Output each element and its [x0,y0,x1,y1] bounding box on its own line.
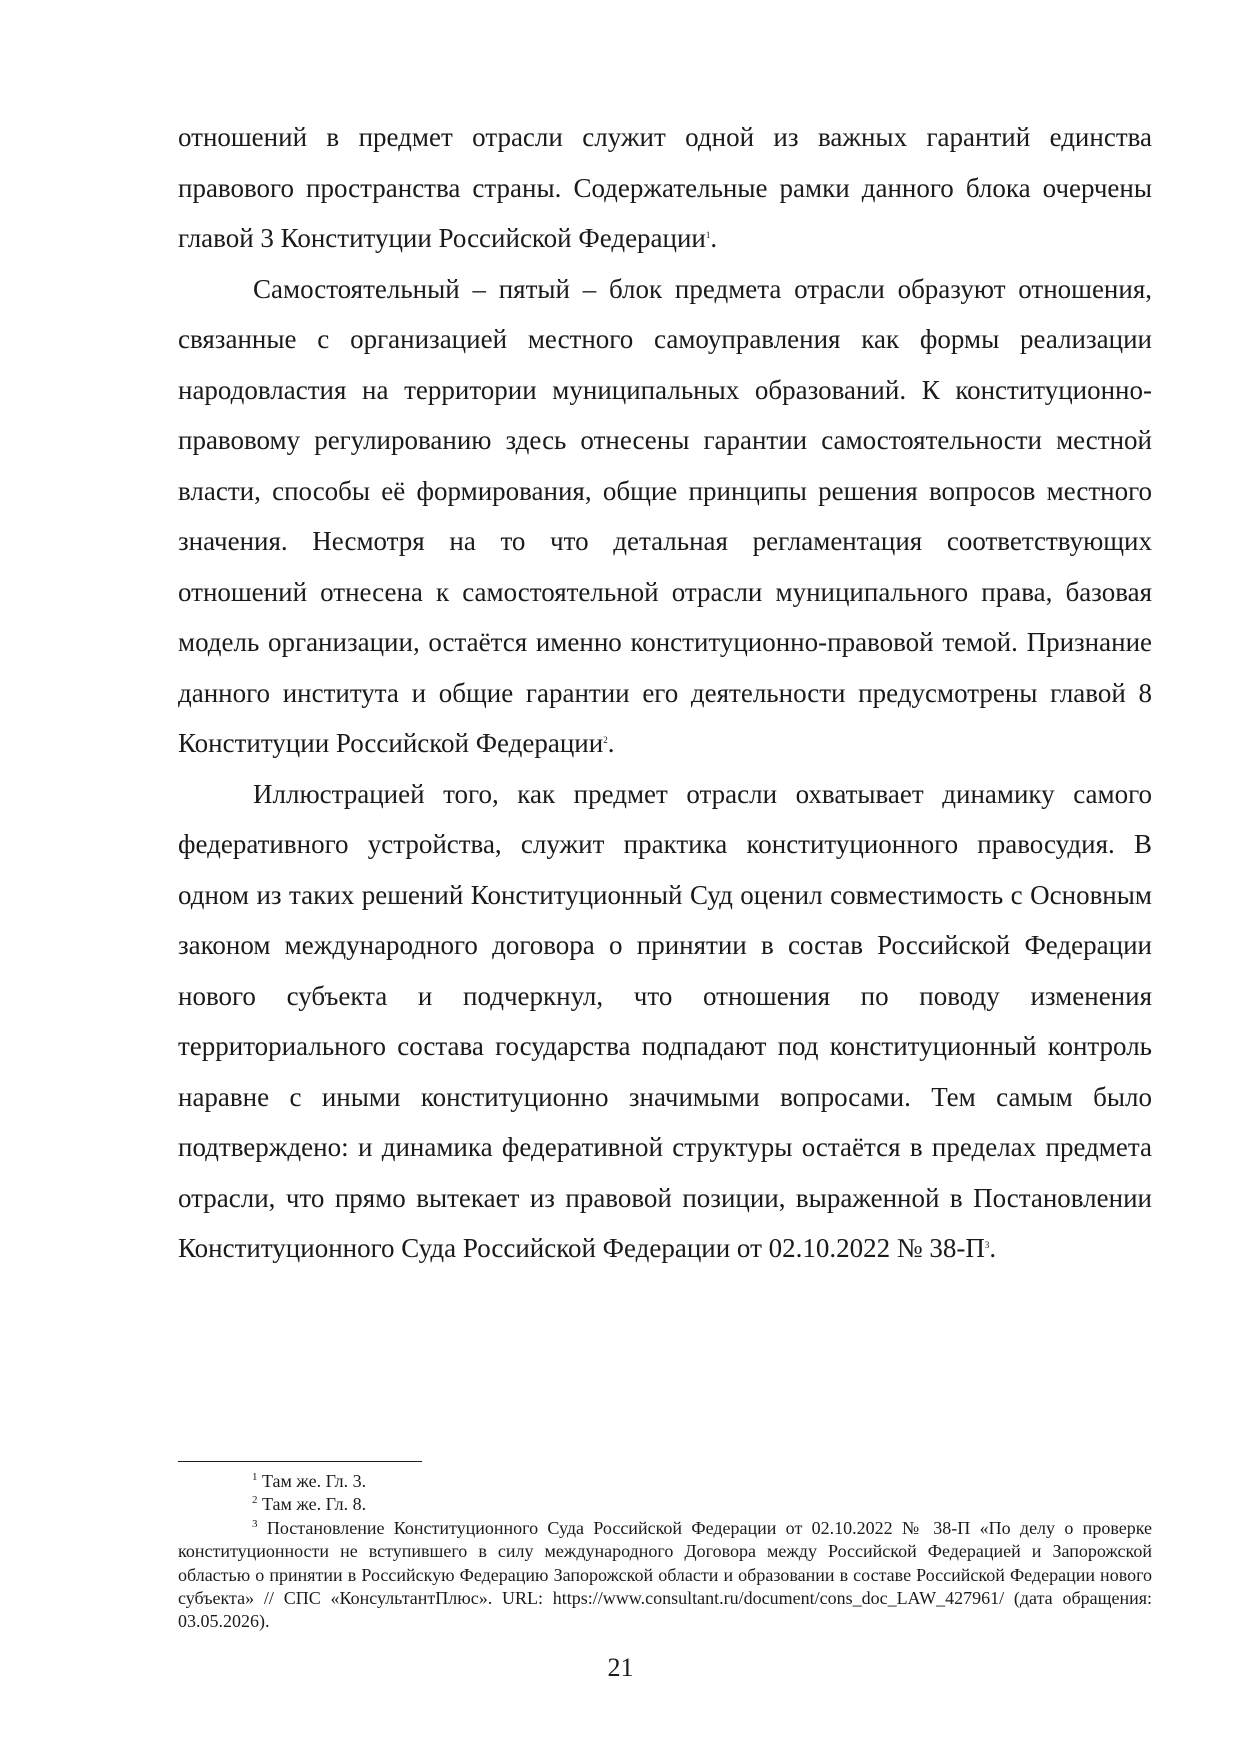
paragraph-3 [178,769,1152,1274]
paragraph-text: Самостоятельный – пятый – блок предмета отрасли образуют отношения, связанные с организацией местного самоуправления как формы реализации народовластия на территории муниципальных образований. К конституционно-правовому регулированию здесь отнесены гарантии самостоятельности местной власти, способы её формирования, общие принципы решения вопросов местного значения. Несмотря на то что детальная регламентация соответствующих отношений отнесена к самостоятельной отрасли муниципального права, базовая модель организации, остаётся именно конституционно-правовой темой. Признание данного института и общие гарантии его деятельности предусмотрены главой 8 Конституции Российской Федерации [178,273,1152,758]
footnote-number: 3 [252,1517,258,1530]
footnote-separator [178,1461,422,1462]
footnote-number: 1 [252,1471,258,1483]
footnote-3 [178,1517,1152,1634]
body-text [178,112,1152,1274]
paragraph-text: отношений в предмет отрасли служит одной из важных гарантий единства правового пространства страны. Содержательные рамки данного блока очерчены главой 3 Конституции Российской Федерации [178,122,1152,253]
footnote-2 [178,1493,1152,1516]
footnote-reference[interactable]: 2 [603,735,608,745]
paragraph-1 [178,112,1152,264]
footnote-text: Там же. Гл. 8. [257,1494,367,1515]
footnote-number: 2 [252,1494,258,1507]
footnotes [178,1470,1152,1634]
footnote-text: Там же. Гл. 3. [257,1471,367,1491]
footnote-text: Постановление Конституционного Суда Российской Федерации от 02.10.2022 № 38-П «По делу о проверке конституционности не вступившего в силу международного Договора между Российской Федерацией и Запорожской областью о принятии в Российскую Федерацию Запорожской области и образовании в составе Российской Федерации нового субъекта» // СПС «КонсультантПлюс». URL: https://www.consultant.ru/document/cons_doc_LAW_427961/ (дата обращения: 03.05.2026). [178,1517,1152,1632]
page-number: 21 [607,1653,634,1682]
paragraph-text: Иллюстрацией того, как предмет отрасли охватывает динамику самого федеративного устройства, служит практика конституционного правосудия. В одном из таких решений Конституционный Суд оценил совместимость с Основным законом международного договора о принятии в состав Российской Федерации нового субъекта и подчеркнул, что отношения по поводу изменения территориального состава государства подпадают под конституционный контроль наравне с иными конституционно значимыми вопросами. Тем самым было подтверждено: и динамика федеративной структуры остаётся в пределах предмета отрасли, что прямо вытекает из правовой позиции, выраженной в Постановлении Конституционного Суда Российской Федерации от 02.10.2022 № 38-П [178,778,1152,1263]
footnote-reference[interactable]: 1 [705,230,711,240]
footnote-reference[interactable]: 3 [984,1240,990,1250]
paragraph-end: . [607,728,615,758]
paragraph-end: . [710,223,718,253]
paragraph-end: . [989,1233,997,1263]
footnote-1 [178,1470,1152,1493]
paragraph-2 [178,264,1152,769]
